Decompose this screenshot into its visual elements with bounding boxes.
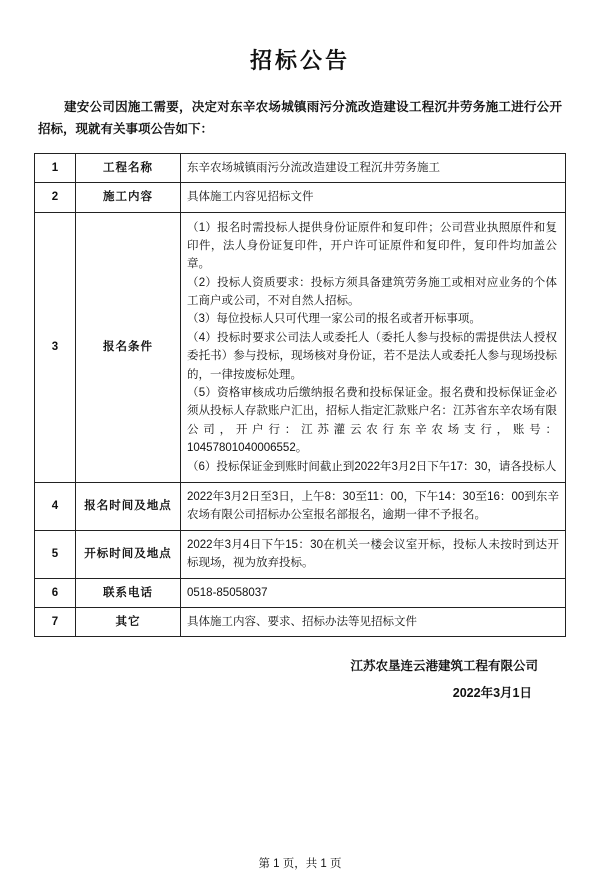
row-value-line: （2）投标人资质要求：投标方须具备建筑劳务施工或相对应业务的个体工商户或公司，不对自然人招标。 [187, 276, 557, 308]
row-value-line: （4）投标时要求公司法人或委托人（委托人参与投标的需提供法人授权委托书）参与投标，现场核对身份证，若不是法人或委托人参与现场投标的，一律按废标处理。 [187, 331, 557, 381]
page-title: 招标公告 [249, 48, 350, 73]
table-row [35, 212, 566, 482]
row-index: 7 [35, 607, 76, 636]
row-index: 1 [35, 153, 76, 182]
row-value-line: 0518-85058037 [187, 586, 268, 599]
table-row [35, 607, 566, 636]
table-row [35, 483, 566, 531]
row-value [181, 607, 566, 636]
announcement-table [34, 153, 566, 638]
row-value-line: 具体施工内容见招标文件 [187, 191, 314, 204]
signature-date: 2022年3月1日 [452, 685, 532, 700]
row-value-line: 2022年3月2日至3日，上午8：30至11：00，下午14：30至16：00到东辛农场有限公司招标办公室报名部报名，逾期一律不予报名。 [187, 491, 559, 522]
row-index: 5 [35, 530, 76, 578]
row-index: 3 [35, 212, 76, 482]
row-value [181, 483, 566, 531]
row-index: 2 [35, 183, 76, 212]
row-value [181, 183, 566, 212]
row-value-line: 东辛农场城镇雨污分流改造建设工程沉井劳务施工 [187, 161, 440, 174]
row-label: 报名条件 [76, 212, 181, 482]
page-footer: 第 1 页，共 1 页 [258, 858, 342, 870]
row-value-line: （6）投标保证金到账时间截止到2022年3月2日下午17：30，请各投标人 [187, 460, 557, 473]
row-index: 4 [35, 483, 76, 531]
row-index: 6 [35, 578, 76, 607]
row-value [181, 578, 566, 607]
signature-company: 江苏农垦连云港建筑工程有限公司 [350, 659, 538, 674]
table-row [35, 153, 566, 182]
row-value-line: （3）每位投标人只可代理一家公司的报名或者开标事项。 [187, 313, 481, 326]
intro-paragraph [38, 97, 562, 141]
table-row [35, 578, 566, 607]
table-row [35, 183, 566, 212]
row-label: 开标时间及地点 [76, 530, 181, 578]
row-label: 施工内容 [76, 183, 181, 212]
row-label: 联系电话 [76, 578, 181, 607]
row-value-line: 2022年3月4日下午15：30在机关一楼会议室开标，投标人未按时到达开标现场，视为放弃投标。 [187, 538, 559, 570]
row-label: 其它 [76, 607, 181, 636]
row-value [181, 153, 566, 182]
row-label: 工程名称 [76, 153, 181, 182]
row-value-line: 具体施工内容、要求、招标办法等见招标文件 [187, 615, 417, 628]
row-label: 报名时间及地点 [76, 483, 181, 531]
row-value-line: （5）资格审核成功后缴纳报名费和投标保证金。报名费和投标保证金必须从投标人存款账户汇出，招标人指定汇款账户名：江苏省东辛农场有限公司，开户行：江苏灌云农行东辛农场支行，账号：10457801040006552。 [187, 387, 557, 455]
intro-paragraph-text: 建安公司因施工需要，决定对东辛农场城镇雨污分流改造建设工程沉井劳务施工进行公开招标，现就有关事项公告如下： [38, 100, 562, 136]
row-value [181, 212, 566, 482]
table-row [35, 530, 566, 578]
row-value [181, 530, 566, 578]
signature-block [34, 653, 566, 706]
row-value-line: （1）报名时需投标人提供身份证原件和复印件；公司营业执照原件和复印件，法人身份证复印件，开户许可证原件和复印件，复印件均加盖公章。 [187, 221, 557, 271]
